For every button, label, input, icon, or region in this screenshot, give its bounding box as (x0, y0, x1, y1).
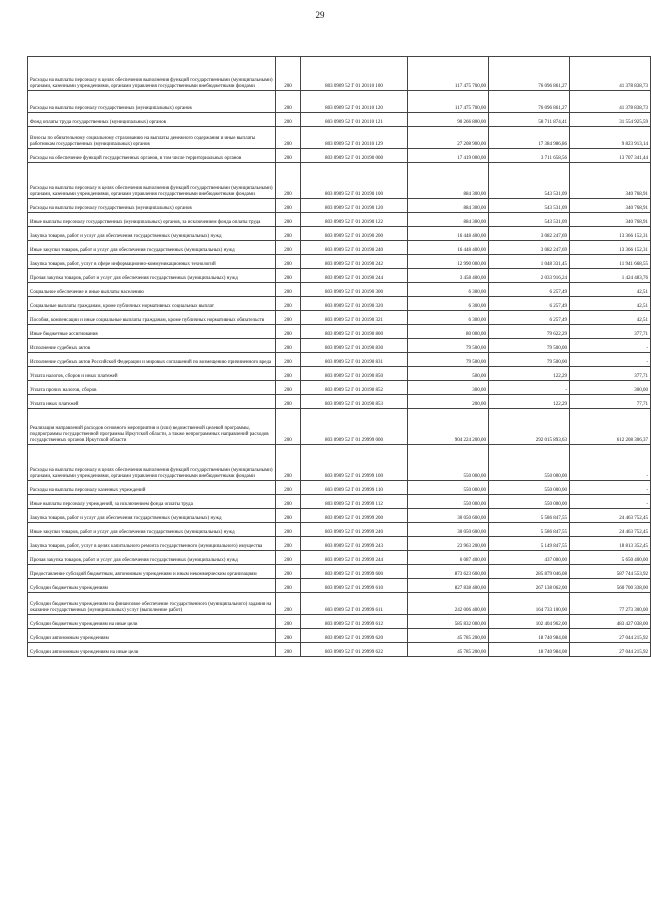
row-name-cell: Фонд оплаты труда государственных (муниципальных) органов (28, 113, 276, 127)
row-kbk-cell: 803 0909 52 Г 01 29999 240 (301, 523, 408, 537)
row-approved-cell: 30 050 600,00 (408, 523, 489, 537)
row-kbk-cell: 803 0909 52 Г 01 20110 129 (301, 127, 408, 149)
row-executed-cell: 292 015 893,63 (489, 409, 570, 445)
row-unexecuted-cell: 5 650 400,00 (570, 551, 651, 565)
row-executed-cell: 3 711 658,56 (489, 149, 570, 163)
row-kbk-cell: 803 0909 52 Г 01 20190 831 (301, 353, 408, 367)
row-executed-cell: 18 740 984,08 (489, 643, 570, 657)
row-name-cell: Иные бюджетные ассигнования (28, 325, 276, 339)
row-approved-cell: 12 990 000,00 (408, 255, 489, 269)
row-unexecuted-cell: - (570, 481, 651, 495)
row-approved-cell: 884 300,00 (408, 163, 489, 199)
row-kbk-cell: 803 0909 52 Г 01 20190 300 (301, 283, 408, 297)
row-code-cell: 200 (276, 353, 301, 367)
row-code-cell: 200 (276, 113, 301, 127)
row-name-cell: Расходы на выплаты персоналу в целях обеспечения выполнения функций государственными (муниципальными) органами, казенными учреждениями, органами управления государственными внебюджетными фондами (28, 163, 276, 199)
row-approved-cell: 550 000,00 (408, 445, 489, 481)
row-kbk-cell: 803 0909 52 Г 01 20190 321 (301, 311, 408, 325)
table-row (28, 127, 651, 149)
row-unexecuted-cell: 18 813 352,45 (570, 537, 651, 551)
table-row (28, 481, 651, 495)
budget-execution-table (27, 56, 651, 657)
row-code-cell: 200 (276, 643, 301, 657)
row-kbk-cell: 803 0909 52 Г 01 29999 620 (301, 629, 408, 643)
table-row (28, 409, 651, 445)
table-row (28, 163, 651, 199)
row-executed-cell: 2 033 916,24 (489, 269, 570, 283)
row-executed-cell: 5 586 847,55 (489, 509, 570, 523)
row-approved-cell: 884 300,00 (408, 199, 489, 213)
row-code-cell: 200 (276, 523, 301, 537)
row-approved-cell: 79 500,00 (408, 339, 489, 353)
row-kbk-cell: 803 0909 52 Г 01 20190 853 (301, 395, 408, 409)
table-row (28, 199, 651, 213)
row-name-cell: Реализация направлений расходов основного мероприятия и (или) ведомственной целевой программы, подпрограммы государственной программы Иркутской области, а также непрограммных направлений расходов государственных органов Иркутской области (28, 409, 276, 445)
table-row (28, 509, 651, 523)
row-executed-cell: 5 149 847,55 (489, 537, 570, 551)
row-kbk-cell: 803 0909 52 Г 01 29999 000 (301, 409, 408, 445)
table-row (28, 269, 651, 283)
row-code-cell: 200 (276, 593, 301, 615)
table-row (28, 297, 651, 311)
row-code-cell: 200 (276, 213, 301, 227)
row-unexecuted-cell: 77,71 (570, 395, 651, 409)
row-code-cell: 200 (276, 495, 301, 509)
row-executed-cell: 76 096 861,27 (489, 57, 570, 91)
row-kbk-cell: 803 0909 52 Г 01 29999 244 (301, 551, 408, 565)
row-approved-cell: 45 785 200,00 (408, 643, 489, 657)
row-unexecuted-cell: 340 768,91 (570, 213, 651, 227)
row-kbk-cell: 803 0909 52 Г 01 20190 000 (301, 149, 408, 163)
row-code-cell: 200 (276, 297, 301, 311)
row-name-cell: Расходы на обеспечение функций государственных органов, в том числе территориальных органов (28, 149, 276, 163)
row-unexecuted-cell: 41 378 838,73 (570, 91, 651, 113)
row-name-cell: Закупка товаров, работ и услуг для обеспечения государственных (муниципальных) нужд (28, 509, 276, 523)
row-code-cell: 200 (276, 565, 301, 579)
row-approved-cell: 16 448 400,00 (408, 227, 489, 241)
row-approved-cell: 550 000,00 (408, 495, 489, 509)
row-unexecuted-cell: 9 823 913,14 (570, 127, 651, 149)
row-executed-cell: 6 257,49 (489, 297, 570, 311)
row-approved-cell: 6 300,00 (408, 297, 489, 311)
row-name-cell: Иные закупки товаров, работ и услуг для обеспечения государственных (муниципальных) нужд (28, 523, 276, 537)
table-row (28, 57, 651, 91)
table-row (28, 227, 651, 241)
row-code-cell: 200 (276, 325, 301, 339)
row-executed-cell: 543 531,09 (489, 199, 570, 213)
row-code-cell: 200 (276, 445, 301, 481)
row-kbk-cell: 803 0909 52 Г 01 20110 120 (301, 91, 408, 113)
row-approved-cell: 300,00 (408, 381, 489, 395)
row-name-cell: Исполнение судебных актов Российской Федерации и мировых соглашений по возмещению причиненного вреда (28, 353, 276, 367)
row-unexecuted-cell: - (570, 445, 651, 481)
row-kbk-cell: 803 0909 52 Г 01 29999 622 (301, 643, 408, 657)
row-name-cell: Расходы на выплаты персоналу казенных учреждений (28, 481, 276, 495)
table-row (28, 91, 651, 113)
table-row (28, 381, 651, 395)
table-row (28, 537, 651, 551)
row-unexecuted-cell: 42,51 (570, 297, 651, 311)
row-executed-cell: 6 257,49 (489, 311, 570, 325)
row-kbk-cell: 803 0909 52 Г 01 29999 110 (301, 481, 408, 495)
row-code-cell: 200 (276, 227, 301, 241)
table-row (28, 565, 651, 579)
row-executed-cell: 79 500,00 (489, 353, 570, 367)
row-unexecuted-cell: 11 941 668,55 (570, 255, 651, 269)
row-code-cell: 200 (276, 381, 301, 395)
row-executed-cell: 3 082 247,69 (489, 241, 570, 255)
row-unexecuted-cell: 77 273 300,00 (570, 593, 651, 615)
row-unexecuted-cell: 1 424 483,76 (570, 269, 651, 283)
row-kbk-cell: 803 0909 52 Г 01 20190 240 (301, 241, 408, 255)
row-approved-cell: 904 224 200,00 (408, 409, 489, 445)
row-unexecuted-cell: 42,51 (570, 311, 651, 325)
row-executed-cell: 550 000,00 (489, 481, 570, 495)
row-name-cell: Субсидии бюджетным учреждениям на финансовое обеспечение государственного (муниципального) задания на оказание государственных (муниципальных) услуг (выполнение работ) (28, 593, 276, 615)
table-row (28, 395, 651, 409)
row-name-cell: Иные выплаты персоналу государственных (муниципальных) органов, за исключением фонда оплаты труда (28, 213, 276, 227)
row-approved-cell: 827 838 400,00 (408, 579, 489, 593)
table-row (28, 113, 651, 127)
row-unexecuted-cell: 24 463 752,45 (570, 523, 651, 537)
row-approved-cell: 79 500,00 (408, 353, 489, 367)
row-code-cell: 200 (276, 127, 301, 149)
row-unexecuted-cell: - (570, 339, 651, 353)
row-kbk-cell: 803 0909 52 Г 01 20190 800 (301, 325, 408, 339)
row-approved-cell: 17 419 000,00 (408, 149, 489, 163)
row-unexecuted-cell: 340 768,91 (570, 163, 651, 199)
row-kbk-cell: 803 0909 52 Г 01 20190 850 (301, 367, 408, 381)
row-unexecuted-cell: 27 044 215,92 (570, 629, 651, 643)
row-code-cell: 200 (276, 199, 301, 213)
row-name-cell: Субсидии автономным учреждениям на иные цели (28, 643, 276, 657)
table-row (28, 523, 651, 537)
row-code-cell: 200 (276, 283, 301, 297)
row-name-cell: Социальное обеспечение и иные выплаты населению (28, 283, 276, 297)
row-unexecuted-cell: 560 700 338,00 (570, 579, 651, 593)
row-unexecuted-cell: 377,71 (570, 367, 651, 381)
row-approved-cell: 27 208 900,00 (408, 127, 489, 149)
row-name-cell: Закупка товаров, работ, услуг в сфере информационно-коммуникационных технологий (28, 255, 276, 269)
table-row (28, 283, 651, 297)
row-code-cell: 200 (276, 615, 301, 629)
row-name-cell: Субсидии бюджетным учреждениям на иные цели (28, 615, 276, 629)
row-executed-cell: 122,29 (489, 395, 570, 409)
row-kbk-cell: 803 0909 52 Г 01 29999 200 (301, 509, 408, 523)
row-name-cell: Уплата налогов, сборов и иных платежей (28, 367, 276, 381)
row-kbk-cell: 803 0909 52 Г 01 29999 112 (301, 495, 408, 509)
row-executed-cell: 18 740 984,08 (489, 629, 570, 643)
row-unexecuted-cell: 377,71 (570, 325, 651, 339)
row-code-cell: 200 (276, 149, 301, 163)
row-name-cell: Расходы на выплаты персоналу в целях обеспечения выполнения функций государственными (муниципальными) органами, казенными учреждениями, органами управления государственными внебюджетными фондами (28, 57, 276, 91)
row-unexecuted-cell: 31 554 925,59 (570, 113, 651, 127)
row-name-cell: Исполнение судебных актов (28, 339, 276, 353)
table-row (28, 367, 651, 381)
table-row (28, 241, 651, 255)
table-row (28, 213, 651, 227)
row-code-cell: 200 (276, 579, 301, 593)
row-name-cell: Расходы на выплаты персоналу в целях обеспечения выполнения функций государственными (муниципальными) органами, казенными учреждениями, органами управления государственными внебюджетными фондами (28, 445, 276, 481)
page-number: 29 (315, 10, 325, 20)
row-approved-cell: 45 785 200,00 (408, 629, 489, 643)
row-name-cell: Субсидии бюджетным учреждениям (28, 579, 276, 593)
row-executed-cell: 543 531,09 (489, 163, 570, 199)
row-executed-cell: 550 000,00 (489, 495, 570, 509)
row-executed-cell: 3 082 247,69 (489, 227, 570, 241)
row-code-cell: 200 (276, 367, 301, 381)
row-kbk-cell: 803 0909 52 Г 01 20110 100 (301, 57, 408, 91)
row-name-cell: Социальные выплаты гражданам, кроме публичных нормативных социальных выплат (28, 297, 276, 311)
table-row (28, 615, 651, 629)
row-kbk-cell: 803 0909 52 Г 01 20190 830 (301, 339, 408, 353)
row-approved-cell: 30 050 600,00 (408, 509, 489, 523)
row-kbk-cell: 803 0909 52 Г 01 29999 611 (301, 593, 408, 615)
row-unexecuted-cell: 300,00 (570, 381, 651, 395)
row-name-cell: Расходы на выплаты персоналу государственных (муниципальных) органов (28, 91, 276, 113)
row-executed-cell: 17 384 986,86 (489, 127, 570, 149)
row-unexecuted-cell: 41 378 838,73 (570, 57, 651, 91)
row-name-cell: Прочая закупка товаров, работ и услуг для обеспечения государственных (муниципальных) нужд (28, 551, 276, 565)
row-code-cell: 200 (276, 509, 301, 523)
row-name-cell: Уплата иных платежей (28, 395, 276, 409)
row-kbk-cell: 803 0909 52 Г 01 29999 600 (301, 565, 408, 579)
row-unexecuted-cell: 587 744 553,92 (570, 565, 651, 579)
row-approved-cell: 884 300,00 (408, 213, 489, 227)
row-name-cell: Прочая закупка товаров, работ и услуг для обеспечения государственных (муниципальных) нужд (28, 269, 276, 283)
row-kbk-cell: 803 0909 52 Г 01 20190 200 (301, 227, 408, 241)
table-row (28, 255, 651, 269)
row-executed-cell: 267 138 062,00 (489, 579, 570, 593)
row-executed-cell: 285 879 046,08 (489, 565, 570, 579)
row-unexecuted-cell: 340 768,91 (570, 199, 651, 213)
table-body (28, 57, 651, 657)
row-approved-cell: 585 832 000,00 (408, 615, 489, 629)
row-code-cell: 200 (276, 311, 301, 325)
row-name-cell: Иные закупки товаров, работ и услуг для обеспечения государственных (муниципальных) нужд (28, 241, 276, 255)
table-row (28, 339, 651, 353)
row-executed-cell: 550 000,00 (489, 445, 570, 481)
table-row (28, 353, 651, 367)
row-approved-cell: 23 963 200,00 (408, 537, 489, 551)
row-kbk-cell: 803 0909 52 Г 01 29999 610 (301, 579, 408, 593)
row-kbk-cell: 803 0909 52 Г 01 20110 121 (301, 113, 408, 127)
row-kbk-cell: 803 0909 52 Г 01 29999 100 (301, 445, 408, 481)
row-name-cell: Уплата прочих налогов, сборов (28, 381, 276, 395)
row-kbk-cell: 803 0909 52 Г 01 20190 852 (301, 381, 408, 395)
row-executed-cell: 437 000,00 (489, 551, 570, 565)
row-approved-cell: 117 475 700,00 (408, 57, 489, 91)
row-approved-cell: 117 475 700,00 (408, 91, 489, 113)
row-unexecuted-cell: 483 427 038,00 (570, 615, 651, 629)
row-kbk-cell: 803 0909 52 Г 01 29999 243 (301, 537, 408, 551)
row-executed-cell: 5 586 847,55 (489, 523, 570, 537)
row-executed-cell: 102 404 962,00 (489, 615, 570, 629)
row-code-cell: 200 (276, 395, 301, 409)
row-kbk-cell: 803 0909 52 Г 01 20190 100 (301, 163, 408, 199)
row-approved-cell: 873 623 600,00 (408, 565, 489, 579)
row-approved-cell: 6 087 400,00 (408, 551, 489, 565)
row-name-cell: Закупка товаров, работ, услуг в целях капитального ремонта государственного (муниципального) имущества (28, 537, 276, 551)
row-approved-cell: 6 300,00 (408, 311, 489, 325)
row-kbk-cell: 803 0909 52 Г 01 29999 612 (301, 615, 408, 629)
row-executed-cell: 76 096 861,27 (489, 91, 570, 113)
row-kbk-cell: 803 0909 52 Г 01 20190 122 (301, 213, 408, 227)
row-approved-cell: 90 266 800,00 (408, 113, 489, 127)
row-kbk-cell: 803 0909 52 Г 01 20190 244 (301, 269, 408, 283)
row-approved-cell: 3 458 400,00 (408, 269, 489, 283)
row-name-cell: Предоставление субсидий бюджетным, автономным учреждениям и иным некоммерческим организациям (28, 565, 276, 579)
row-executed-cell: 6 257,49 (489, 283, 570, 297)
row-executed-cell: 122,29 (489, 367, 570, 381)
row-code-cell: 200 (276, 409, 301, 445)
row-approved-cell: 16 448 400,00 (408, 241, 489, 255)
row-unexecuted-cell: - (570, 353, 651, 367)
table-row (28, 579, 651, 593)
row-approved-cell: 6 300,00 (408, 283, 489, 297)
row-code-cell: 200 (276, 91, 301, 113)
row-unexecuted-cell: 13 366 152,31 (570, 241, 651, 255)
row-code-cell: 200 (276, 629, 301, 643)
table-row (28, 593, 651, 615)
table-row (28, 445, 651, 481)
row-unexecuted-cell: - (570, 495, 651, 509)
table-row (28, 311, 651, 325)
row-approved-cell: 550 000,00 (408, 481, 489, 495)
row-code-cell: 200 (276, 241, 301, 255)
row-unexecuted-cell: 612 208 306,37 (570, 409, 651, 445)
row-kbk-cell: 803 0909 52 Г 01 20190 320 (301, 297, 408, 311)
row-code-cell: 200 (276, 57, 301, 91)
row-approved-cell: 242 006 400,00 (408, 593, 489, 615)
row-code-cell: 200 (276, 481, 301, 495)
table-row (28, 149, 651, 163)
table-row (28, 325, 651, 339)
row-code-cell: 200 (276, 163, 301, 199)
table-row (28, 495, 651, 509)
row-code-cell: 200 (276, 269, 301, 283)
row-executed-cell: 164 733 100,00 (489, 593, 570, 615)
table-row (28, 551, 651, 565)
row-name-cell: Взносы по обязательному социальному страхованию на выплаты денежного содержания и иные выплаты работникам государственных (муниципальных) органов (28, 127, 276, 149)
row-code-cell: 200 (276, 551, 301, 565)
row-code-cell: 200 (276, 255, 301, 269)
row-executed-cell: - (489, 381, 570, 395)
row-kbk-cell: 803 0909 52 Г 01 20190 120 (301, 199, 408, 213)
table-row (28, 629, 651, 643)
row-unexecuted-cell: 13 366 152,31 (570, 227, 651, 241)
row-kbk-cell: 803 0909 52 Г 01 20190 242 (301, 255, 408, 269)
row-name-cell: Закупка товаров, работ и услуг для обеспечения государственных (муниципальных) нужд (28, 227, 276, 241)
row-executed-cell: 79 622,29 (489, 325, 570, 339)
row-name-cell: Иные выплаты персоналу учреждений, за исключением фонда оплаты труда (28, 495, 276, 509)
row-executed-cell: 58 711 874,41 (489, 113, 570, 127)
row-approved-cell: 200,00 (408, 395, 489, 409)
row-name-cell: Пособия, компенсации и иные социальные выплаты гражданам, кроме публичных нормативных обязательств (28, 311, 276, 325)
row-unexecuted-cell: 13 707 341,44 (570, 149, 651, 163)
row-executed-cell: 1 048 331,45 (489, 255, 570, 269)
table-row (28, 643, 651, 657)
row-unexecuted-cell: 24 463 752,45 (570, 509, 651, 523)
row-approved-cell: 80 000,00 (408, 325, 489, 339)
row-unexecuted-cell: 27 044 215,92 (570, 643, 651, 657)
row-executed-cell: 543 531,09 (489, 213, 570, 227)
row-name-cell: Субсидии автономным учреждениям (28, 629, 276, 643)
row-unexecuted-cell: 42,51 (570, 283, 651, 297)
row-approved-cell: 500,00 (408, 367, 489, 381)
row-code-cell: 200 (276, 537, 301, 551)
row-name-cell: Расходы на выплаты персоналу государственных (муниципальных) органов (28, 199, 276, 213)
row-code-cell: 200 (276, 339, 301, 353)
row-executed-cell: 79 500,00 (489, 339, 570, 353)
